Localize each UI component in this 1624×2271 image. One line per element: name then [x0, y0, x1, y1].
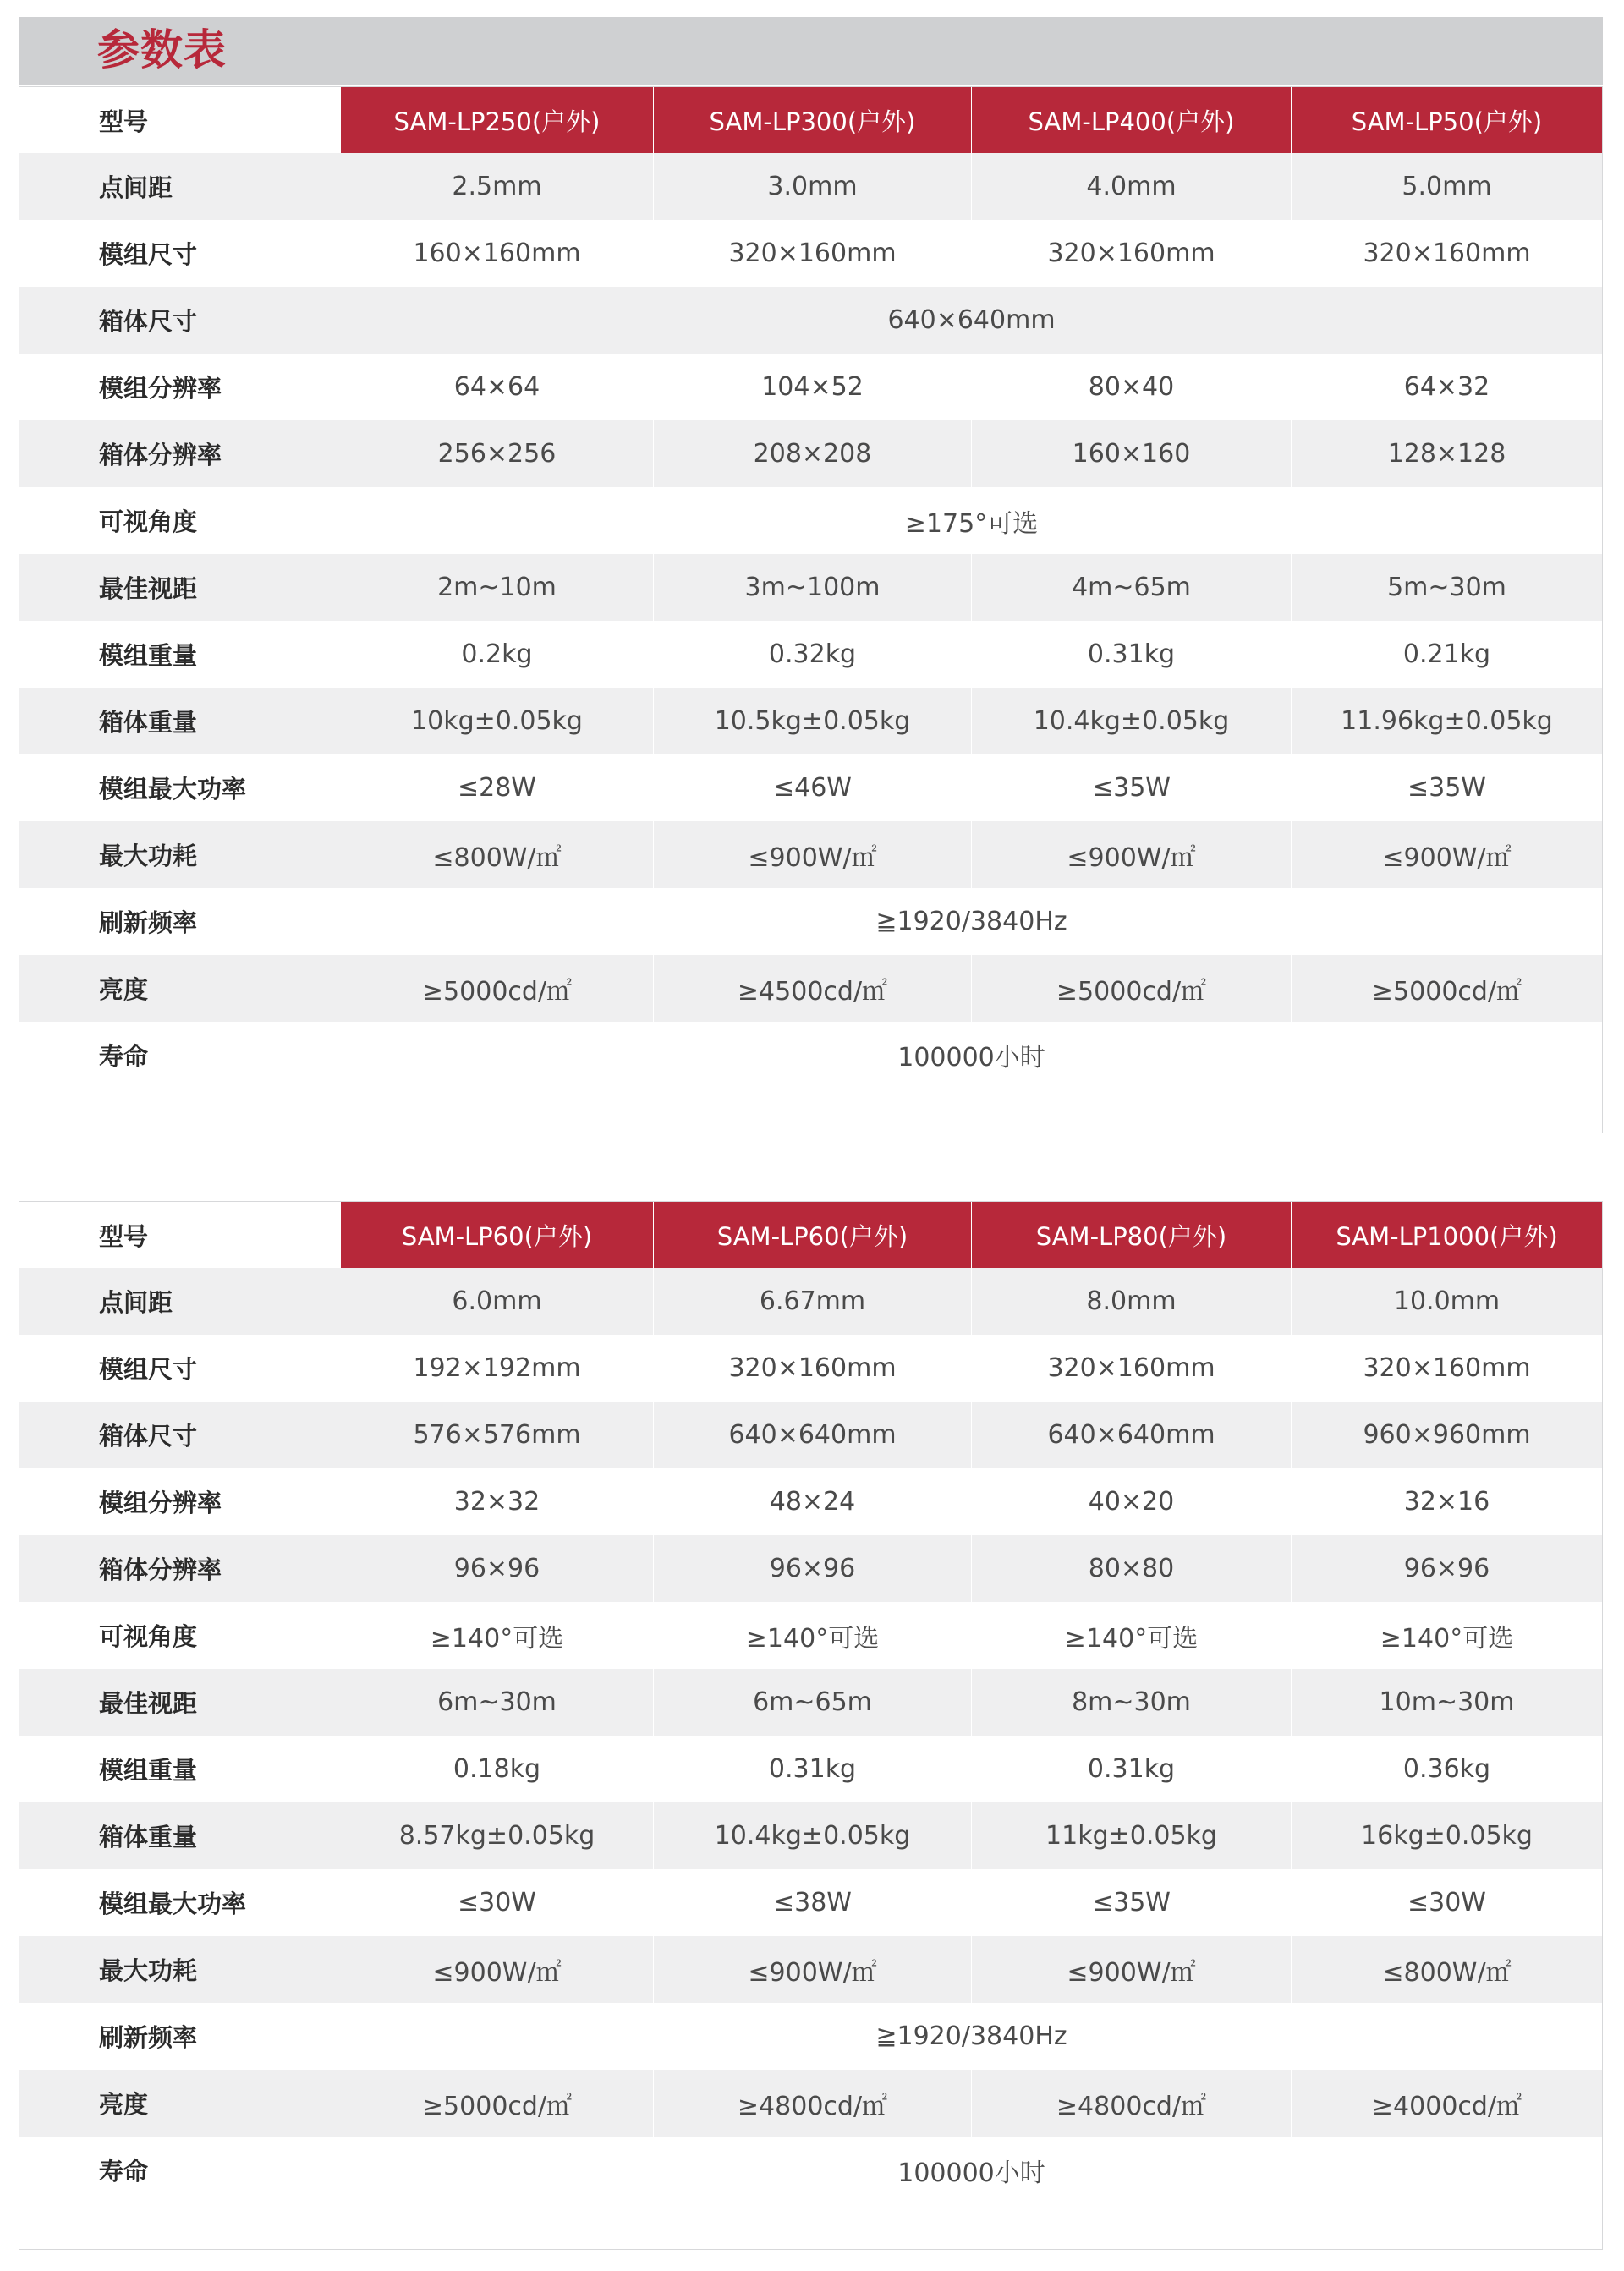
value-cell: 2m~10m	[437, 573, 557, 602]
value-cell: 6.0mm	[452, 1286, 542, 1316]
table-row	[19, 554, 1602, 621]
row-label: 亮度	[99, 2090, 149, 2119]
value-cell: 11.96kg±0.05kg	[1291, 688, 1602, 754]
value-cell: 128×128	[1291, 420, 1602, 487]
value-cell: 10.4kg±0.05kg	[971, 688, 1291, 754]
row-label: 点间距	[99, 1288, 173, 1317]
model-header-cell: SAM-LP80(户外)	[971, 1202, 1291, 1268]
row-label: 刷新频率	[99, 908, 198, 937]
table-row	[19, 1268, 1602, 1335]
value-cell: ≥5000cd/㎡	[971, 955, 1291, 1022]
value-cell: 576×576mm	[413, 1420, 581, 1450]
value-cell: 160×160mm	[413, 239, 581, 268]
value-cell: ≥5000cd/㎡	[421, 2091, 573, 2121]
row-label: 最佳视距	[99, 574, 198, 603]
table-row	[19, 420, 1602, 487]
value-cell: ≥4000cd/㎡	[1291, 2070, 1602, 2137]
value-cell: ≤900W/㎡	[1291, 821, 1602, 888]
row-label: 模组最大功率	[99, 775, 247, 804]
value-cell: 256×256	[437, 439, 557, 469]
row-label: 型号	[19, 87, 341, 153]
table-row	[19, 821, 1602, 888]
page-title: 参数表	[97, 25, 227, 74]
value-cell: 208×208	[653, 420, 971, 487]
value-cell: 8m~30m	[971, 1669, 1291, 1736]
value-cell: 0.18kg	[453, 1754, 541, 1784]
value-cell: 320×160mm	[653, 220, 971, 287]
table-row	[19, 2070, 1602, 2137]
value-cell: ≥4800cd/㎡	[971, 2070, 1291, 2137]
value-cell: ≤46W	[653, 754, 971, 821]
row-label: 箱体分辨率	[99, 1555, 222, 1584]
table-row	[19, 754, 1602, 821]
value-cell: 0.32kg	[653, 621, 971, 688]
model-header-cell: SAM-LP1000(户外)	[1291, 1202, 1602, 1268]
value-cell: 10m~30m	[1291, 1669, 1602, 1736]
value-cell: ≤900W/㎡	[432, 1957, 562, 1988]
value-cell: 192×192mm	[413, 1353, 581, 1383]
row-label: 箱体重量	[99, 1823, 198, 1851]
value-cell: 160×160	[971, 420, 1291, 487]
value-cell: 104×52	[653, 354, 971, 420]
value-cell: 5m~30m	[1291, 554, 1602, 621]
table-row	[19, 1402, 1602, 1468]
value-cell: ≤28W	[458, 773, 536, 803]
row-label: 最大功耗	[99, 842, 198, 870]
value-cell: 80×40	[971, 354, 1291, 420]
value-cell: 80×80	[971, 1535, 1291, 1602]
value-cell: 96×96	[453, 1554, 540, 1583]
spanned-value-cell: 640×640mm	[887, 305, 1056, 335]
value-cell: ≥5000cd/㎡	[1291, 955, 1602, 1022]
table-row	[19, 888, 1602, 955]
spanned-value-cell: 100000小时	[897, 1043, 1045, 1072]
model-header-cell: SAM-LP60(户外)	[653, 1202, 971, 1268]
title-bar	[19, 17, 1603, 85]
model-header-cell: SAM-LP400(户外)	[971, 87, 1291, 153]
value-cell: 4m~65m	[971, 554, 1291, 621]
value-cell: ≤900W/㎡	[971, 1936, 1291, 2003]
table-row	[19, 1802, 1602, 1869]
value-cell: ≤900W/㎡	[653, 821, 971, 888]
value-cell: 32×16	[1291, 1468, 1602, 1535]
value-cell: ≥140°可选	[653, 1602, 971, 1669]
value-cell: 10.0mm	[1291, 1268, 1602, 1335]
model-header-cell: SAM-LP250(户外)	[341, 87, 653, 153]
table-row	[19, 487, 1602, 554]
value-cell: 96×96	[653, 1535, 971, 1602]
row-label: 可视角度	[99, 507, 198, 536]
spanned-value-cell: ≧1920/3840Hz	[875, 907, 1067, 936]
value-cell: 0.21kg	[1291, 621, 1602, 688]
value-cell: 0.31kg	[653, 1736, 971, 1802]
value-cell: ≤800W/㎡	[432, 842, 562, 873]
value-cell: 320×160mm	[653, 1335, 971, 1402]
value-cell: 0.2kg	[461, 639, 533, 669]
value-cell: 40×20	[971, 1468, 1291, 1535]
table-row	[19, 1869, 1602, 1936]
value-cell: ≥4800cd/㎡	[653, 2070, 971, 2137]
row-label: 箱体分辨率	[99, 441, 222, 469]
row-label: 模组分辨率	[99, 374, 222, 403]
value-cell: 2.5mm	[452, 172, 542, 201]
row-label: 型号	[19, 1202, 341, 1268]
value-cell: 48×24	[653, 1468, 971, 1535]
spec-table-1	[19, 86, 1603, 1133]
value-cell: 11kg±0.05kg	[971, 1802, 1291, 1869]
row-label: 点间距	[99, 173, 173, 202]
table-row	[19, 621, 1602, 688]
value-cell: 32×32	[453, 1487, 540, 1517]
value-cell: 8.57kg±0.05kg	[398, 1821, 595, 1851]
model-header-cell: SAM-LP300(户外)	[653, 87, 971, 153]
table-row	[19, 1936, 1602, 2003]
table-row	[19, 1022, 1602, 1088]
row-label: 亮度	[99, 975, 149, 1004]
value-cell: 64×32	[1291, 354, 1602, 420]
spanned-value-cell: ≥175°可选	[904, 508, 1039, 539]
value-cell: 10.5kg±0.05kg	[653, 688, 971, 754]
value-cell: ≤900W/㎡	[971, 821, 1291, 888]
row-label: 模组重量	[99, 1756, 198, 1785]
row-label: 模组最大功率	[99, 1890, 247, 1918]
row-label: 寿命	[99, 1041, 149, 1071]
table-row	[19, 1669, 1602, 1736]
value-cell: 10kg±0.05kg	[411, 706, 583, 736]
row-label: 模组尺寸	[99, 240, 198, 269]
value-cell: ≥4500cd/㎡	[653, 955, 971, 1022]
row-label: 最大功耗	[99, 1956, 198, 1985]
value-cell: ≤35W	[1291, 754, 1602, 821]
table-row	[19, 688, 1602, 754]
header-row	[19, 1202, 1602, 1268]
value-cell: ≥140°可选	[1291, 1602, 1602, 1669]
value-cell: 960×960mm	[1291, 1402, 1602, 1468]
row-label: 箱体重量	[99, 708, 198, 737]
value-cell: 8.0mm	[971, 1268, 1291, 1335]
value-cell: 6m~65m	[653, 1669, 971, 1736]
row-label: 最佳视距	[99, 1689, 198, 1718]
table-row	[19, 2137, 1602, 2203]
value-cell: 64×64	[453, 372, 540, 402]
spec-table-2	[19, 1201, 1603, 2250]
model-header-cell: SAM-LP50(户外)	[1291, 87, 1602, 153]
table-row	[19, 1468, 1602, 1535]
value-cell: 4.0mm	[971, 153, 1291, 220]
row-label: 模组分辨率	[99, 1489, 222, 1517]
row-label: 箱体尺寸	[99, 1422, 198, 1451]
value-cell: 0.31kg	[971, 621, 1291, 688]
table-row	[19, 220, 1602, 287]
value-cell: 96×96	[1291, 1535, 1602, 1602]
value-cell: ≥5000cd/㎡	[421, 976, 573, 1007]
value-cell: ≥140°可选	[971, 1602, 1291, 1669]
value-cell: ≤35W	[971, 1869, 1291, 1936]
table-row	[19, 1335, 1602, 1402]
table-row	[19, 153, 1602, 220]
row-label: 可视角度	[99, 1622, 198, 1651]
value-cell: 3.0mm	[653, 153, 971, 220]
spanned-value-cell: 100000小时	[897, 2158, 1045, 2188]
value-cell: ≤900W/㎡	[653, 1936, 971, 2003]
table-row	[19, 354, 1602, 420]
spanned-value-cell: ≧1920/3840Hz	[875, 2021, 1067, 2051]
value-cell: 640×640mm	[971, 1402, 1291, 1468]
value-cell: ≥140°可选	[430, 1623, 564, 1654]
row-label: 箱体尺寸	[99, 307, 198, 336]
table-row	[19, 1602, 1602, 1669]
table-row	[19, 1736, 1602, 1802]
row-label: 寿命	[99, 2157, 149, 2186]
value-cell: 6.67mm	[653, 1268, 971, 1335]
value-cell: ≤38W	[653, 1869, 971, 1936]
value-cell: 6m~30m	[437, 1687, 557, 1717]
value-cell: ≤35W	[971, 754, 1291, 821]
header-row	[19, 87, 1602, 153]
row-label: 刷新频率	[99, 2023, 198, 2052]
value-cell: 16kg±0.05kg	[1291, 1802, 1602, 1869]
table-row	[19, 2003, 1602, 2070]
value-cell: 320×160mm	[971, 220, 1291, 287]
table-row	[19, 287, 1602, 354]
model-header-cell: SAM-LP60(户外)	[341, 1202, 653, 1268]
value-cell: 3m~100m	[653, 554, 971, 621]
value-cell: 320×160mm	[1291, 220, 1602, 287]
table-row	[19, 955, 1602, 1022]
row-label: 模组尺寸	[99, 1355, 198, 1384]
value-cell: 0.31kg	[971, 1736, 1291, 1802]
value-cell: 320×160mm	[1291, 1335, 1602, 1402]
value-cell: 640×640mm	[653, 1402, 971, 1468]
table-row	[19, 1535, 1602, 1602]
value-cell: 320×160mm	[971, 1335, 1291, 1402]
row-label: 模组重量	[99, 641, 198, 670]
value-cell: 5.0mm	[1291, 153, 1602, 220]
value-cell: ≤30W	[458, 1888, 536, 1917]
value-cell: ≤800W/㎡	[1291, 1936, 1602, 2003]
value-cell: 10.4kg±0.05kg	[653, 1802, 971, 1869]
value-cell: ≤30W	[1291, 1869, 1602, 1936]
value-cell: 0.36kg	[1291, 1736, 1602, 1802]
